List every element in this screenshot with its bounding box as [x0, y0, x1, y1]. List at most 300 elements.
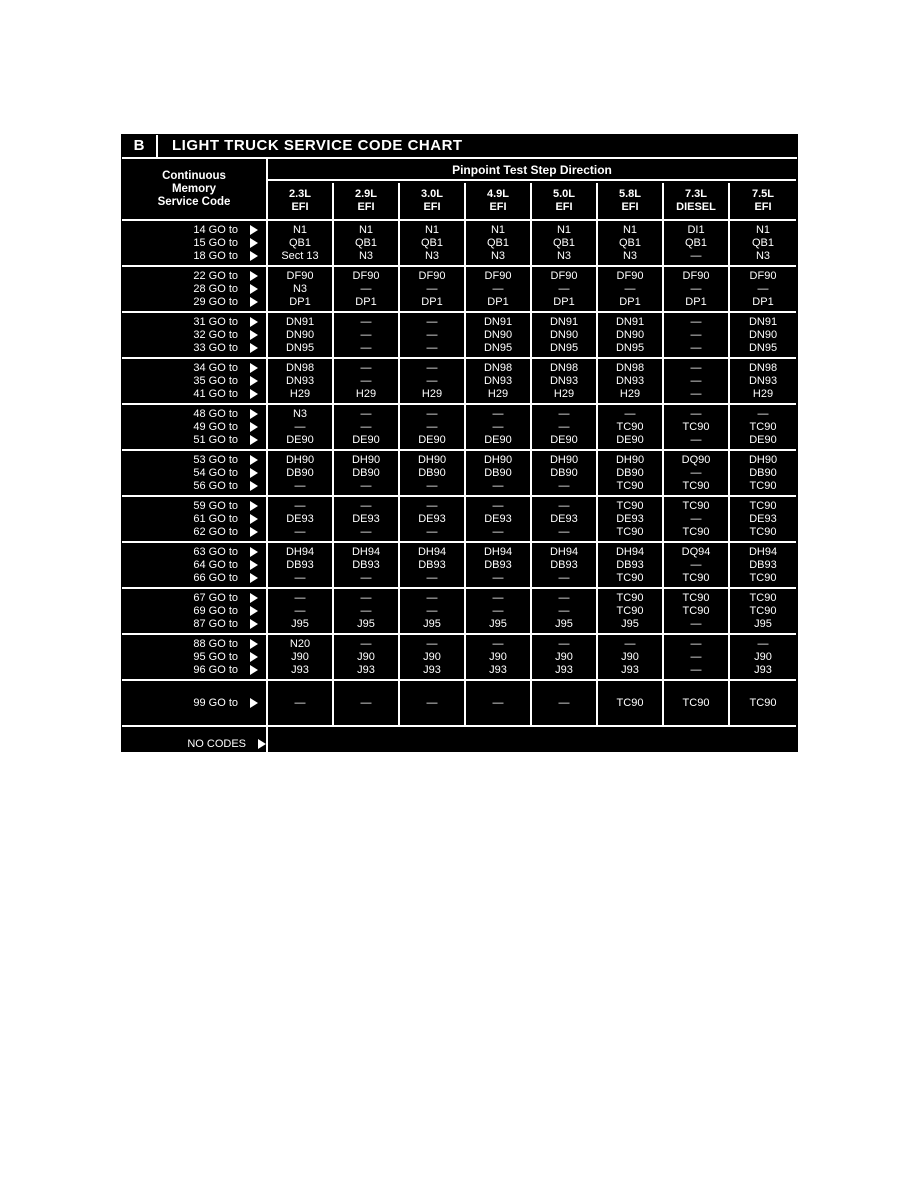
service-code-row: [122, 296, 258, 309]
test-step-value: —: [426, 374, 438, 387]
test-step-cell: [598, 221, 664, 267]
service-code-label: 67 GO to: [193, 591, 238, 604]
arrow-right-icon: [250, 573, 258, 583]
service-code-label: 64 GO to: [193, 558, 238, 571]
test-step-value: —: [690, 249, 702, 262]
test-step-value: J95: [291, 617, 309, 630]
test-step-cell: [334, 451, 400, 497]
test-step-value: H29: [289, 387, 311, 400]
test-step-value: TC90: [682, 571, 710, 584]
test-step-value: —: [492, 420, 504, 433]
test-step-cell: [400, 497, 466, 543]
test-step-value: DN93: [483, 374, 513, 387]
test-step-value: DF90: [352, 269, 380, 282]
service-code-row: [122, 283, 258, 296]
test-step-cell: [466, 497, 532, 543]
test-step-cell: [730, 359, 796, 405]
arrow-right-icon: [250, 593, 258, 603]
service-code-label: 54 GO to: [193, 466, 238, 479]
test-step-value: J93: [291, 663, 309, 676]
test-step-value: QB1: [552, 236, 575, 249]
test-step-value: —: [426, 361, 438, 374]
test-step-value: —: [624, 637, 636, 650]
test-step-value: —: [360, 315, 372, 328]
test-step-cell: [532, 221, 598, 267]
arrow-right-icon: [250, 238, 258, 248]
test-step-value: J90: [555, 650, 573, 663]
service-code-label: 31 GO to: [193, 315, 238, 328]
service-code-label: 14 GO to: [193, 223, 238, 236]
service-code-label: 34 GO to: [193, 361, 238, 374]
test-step-cell: [532, 589, 598, 635]
service-code-label: 35 GO to: [193, 374, 238, 387]
no-codes-row: [122, 738, 266, 751]
test-step-value: J90: [291, 650, 309, 663]
test-step-value: QB1: [420, 236, 443, 249]
test-step-cell: [598, 405, 664, 451]
test-step-value: TC90: [682, 479, 710, 492]
test-step-value: DB90: [550, 466, 578, 479]
test-step-value: DE90: [550, 433, 578, 446]
test-step-value: DN90: [549, 328, 579, 341]
test-step-value: —: [558, 696, 570, 709]
service-code-header: [122, 159, 268, 221]
arrow-right-icon: [258, 765, 266, 775]
service-code-label: 87 GO to: [193, 617, 238, 630]
test-step-value: DB90: [484, 466, 512, 479]
code-table: [122, 159, 797, 788]
test-step-cell: [268, 589, 334, 635]
test-step-value: DN98: [483, 361, 513, 374]
arrow-right-icon: [250, 435, 258, 445]
engine-header-line: 5.0L: [552, 188, 575, 200]
test-step-cell: [466, 451, 532, 497]
test-step-value: DH90: [549, 453, 579, 466]
test-step-value: DN93: [285, 374, 315, 387]
test-step-value: DE90: [484, 433, 512, 446]
test-step-value: —: [294, 525, 306, 538]
test-step-cell: [598, 267, 664, 313]
test-step-cell: [268, 497, 334, 543]
test-step-value: —: [360, 571, 372, 584]
test-step-value: DE90: [616, 433, 644, 446]
service-code-row: [122, 421, 258, 434]
test-step-value: DF90: [749, 269, 777, 282]
test-step-value: DB93: [616, 558, 644, 571]
test-step-value: J95: [754, 617, 772, 630]
arrow-right-icon: [250, 343, 258, 353]
test-step-value: DE90: [749, 433, 777, 446]
test-step-cell: [334, 589, 400, 635]
test-step-value: DP1: [355, 295, 377, 308]
service-code-row: [122, 237, 258, 250]
test-step-cell: [598, 543, 664, 589]
test-step-cell: [532, 543, 598, 589]
test-step-cell: [466, 543, 532, 589]
test-step-value: —: [360, 341, 372, 354]
test-step-value: TC90: [616, 499, 644, 512]
test-step-value: DP1: [619, 295, 641, 308]
test-step-cell: [268, 313, 334, 359]
arrow-right-icon: [250, 501, 258, 511]
no-codes-label: LISTED: [207, 764, 246, 776]
test-step-value: DE93: [484, 512, 512, 525]
arrow-right-icon: [258, 739, 266, 749]
test-step-value: J93: [357, 663, 375, 676]
engine-header-line: 7.3L: [684, 188, 707, 200]
test-step-value: —: [360, 407, 372, 420]
test-step-value: N3: [556, 249, 572, 262]
test-step-cell: [268, 221, 334, 267]
service-code-label: 88 GO to: [193, 637, 238, 650]
service-code-row: [122, 638, 258, 651]
no-codes-cell: [122, 727, 268, 788]
test-step-value: N3: [292, 407, 308, 420]
service-code-cell: [122, 359, 268, 405]
test-step-value: —: [757, 637, 769, 650]
test-step-value: DF90: [418, 269, 446, 282]
test-step-value: J90: [621, 650, 639, 663]
arrow-right-icon: [250, 409, 258, 419]
arrow-right-icon: [250, 330, 258, 340]
test-step-value: DN91: [748, 315, 778, 328]
test-step-value: —: [492, 604, 504, 617]
test-step-value: DP1: [685, 295, 707, 308]
test-step-value: —: [757, 407, 769, 420]
service-code-row: [122, 480, 258, 493]
test-step-value: —: [690, 387, 702, 400]
test-step-value: DB93: [352, 558, 380, 571]
no-codes-label: NO CODES: [187, 738, 246, 750]
test-step-value: —: [558, 571, 570, 584]
test-step-value: TC90: [682, 420, 710, 433]
service-code-label: 22 GO to: [193, 269, 238, 282]
service-code-label: 62 GO to: [193, 525, 238, 538]
test-step-value: TC90: [749, 420, 777, 433]
test-step-value: DN91: [483, 315, 513, 328]
test-step-cell: [730, 681, 796, 727]
service-code-row: [122, 434, 258, 447]
test-step-value: DP1: [487, 295, 509, 308]
test-step-value: J90: [357, 650, 375, 663]
test-step-value: N3: [490, 249, 506, 262]
test-step-value: J90: [489, 650, 507, 663]
test-step-value: —: [558, 407, 570, 420]
arrow-right-icon: [250, 514, 258, 524]
test-step-cell: [466, 221, 532, 267]
arrow-right-icon: [250, 481, 258, 491]
test-step-value: N1: [490, 223, 506, 236]
service-code-row: [122, 605, 258, 618]
test-step-value: —: [294, 479, 306, 492]
test-step-cell: [532, 405, 598, 451]
test-step-cell: [664, 221, 730, 267]
engine-header: [400, 183, 466, 219]
service-code-label: 32 GO to: [193, 328, 238, 341]
test-step-value: DP1: [421, 295, 443, 308]
test-step-value: TC90: [682, 604, 710, 617]
test-step-value: DH94: [285, 545, 315, 558]
test-step-value: DQ90: [681, 453, 711, 466]
test-step-value: —: [360, 525, 372, 538]
test-step-cell: [730, 405, 796, 451]
test-step-value: DB93: [286, 558, 314, 571]
test-step-cell: [730, 267, 796, 313]
test-step-value: —: [360, 328, 372, 341]
arrow-right-icon: [250, 225, 258, 235]
test-step-value: —: [492, 525, 504, 538]
arrow-right-icon: [250, 363, 258, 373]
test-step-cell: [664, 267, 730, 313]
test-step-value: Sect 13: [281, 249, 319, 262]
test-step-value: DN95: [748, 341, 778, 354]
test-step-value: —: [360, 361, 372, 374]
test-step-value: —: [294, 604, 306, 617]
test-step-value: DB90: [352, 466, 380, 479]
test-step-value: DI1: [687, 223, 705, 236]
service-code-header-line: Memory: [171, 182, 217, 195]
service-code-cell: [122, 405, 268, 451]
test-step-value: J95: [555, 617, 573, 630]
test-step-value: —: [426, 420, 438, 433]
test-step-cell: [664, 543, 730, 589]
test-step-value: DN90: [748, 328, 778, 341]
service-code-cell: [122, 221, 268, 267]
test-step-value: TC90: [616, 479, 644, 492]
test-step-value: —: [690, 617, 702, 630]
test-step-cell: [664, 405, 730, 451]
test-step-value: N3: [292, 282, 308, 295]
service-code-row: [122, 375, 258, 388]
test-step-cell: [598, 589, 664, 635]
service-code-label: 28 GO to: [193, 282, 238, 295]
service-code-label: 18 GO to: [193, 249, 238, 262]
test-step-value: —: [360, 420, 372, 433]
test-step-value: J95: [621, 617, 639, 630]
test-step-value: —: [426, 341, 438, 354]
service-code-chart: [121, 134, 798, 784]
test-step-value: DE93: [550, 512, 578, 525]
arrow-right-icon: [250, 619, 258, 629]
test-step-cell: [268, 267, 334, 313]
service-code-row: [122, 224, 258, 237]
arrow-right-icon: [250, 317, 258, 327]
test-step-value: TC90: [616, 591, 644, 604]
test-step-value: TC90: [749, 571, 777, 584]
test-step-value: DB93: [418, 558, 446, 571]
arrow-right-icon: [250, 468, 258, 478]
test-step-value: DN93: [549, 374, 579, 387]
engine-header-line: 7.5L: [751, 188, 774, 200]
test-step-value: J93: [489, 663, 507, 676]
test-step-value: DN95: [285, 341, 315, 354]
engine-header: [532, 183, 598, 219]
test-step-cell: [400, 359, 466, 405]
test-step-value: DH90: [351, 453, 381, 466]
test-step-value: N1: [556, 223, 572, 236]
test-step-value: TC90: [749, 525, 777, 538]
test-step-value: —: [690, 361, 702, 374]
engine-header-line: 4.9L: [486, 188, 509, 200]
service-code-row: [122, 316, 258, 329]
service-code-row: [122, 454, 258, 467]
test-step-value: —: [294, 420, 306, 433]
arrow-right-icon: [250, 652, 258, 662]
test-step-value: N3: [622, 249, 638, 262]
test-step-value: —: [360, 479, 372, 492]
test-step-cell: [598, 313, 664, 359]
test-step-value: H29: [752, 387, 774, 400]
test-step-cell: [400, 221, 466, 267]
service-code-label: 69 GO to: [193, 604, 238, 617]
test-step-value: —: [426, 525, 438, 538]
test-step-value: TC90: [682, 696, 710, 709]
test-step-value: N1: [292, 223, 308, 236]
test-step-cell: [466, 589, 532, 635]
engine-header-line: EFI: [555, 201, 573, 213]
test-step-value: —: [426, 637, 438, 650]
test-step-value: —: [426, 479, 438, 492]
test-step-value: —: [426, 328, 438, 341]
test-step-value: —: [492, 591, 504, 604]
service-code-label: 66 GO to: [193, 571, 238, 584]
test-step-value: DB90: [616, 466, 644, 479]
test-step-cell: [730, 635, 796, 681]
test-step-cell: [730, 451, 796, 497]
test-step-value: DN98: [285, 361, 315, 374]
test-step-value: DE93: [616, 512, 644, 525]
arrow-right-icon: [250, 698, 258, 708]
test-step-value: DH94: [615, 545, 645, 558]
test-step-value: J93: [621, 663, 639, 676]
test-step-value: DN90: [615, 328, 645, 341]
test-step-value: DN93: [615, 374, 645, 387]
test-step-cell: [532, 451, 598, 497]
arrow-right-icon: [250, 297, 258, 307]
test-step-cell: [532, 497, 598, 543]
test-step-value: DH90: [615, 453, 645, 466]
test-step-value: DH94: [748, 545, 778, 558]
test-step-cell: [268, 405, 334, 451]
service-code-row: [122, 467, 258, 480]
engine-header-line: EFI: [489, 201, 507, 213]
test-step-cell: [532, 267, 598, 313]
arrow-right-icon: [250, 389, 258, 399]
test-step-value: —: [426, 315, 438, 328]
test-step-value: —: [426, 282, 438, 295]
service-code-row: [122, 651, 258, 664]
test-step-value: N1: [755, 223, 771, 236]
test-step-value: —: [492, 571, 504, 584]
test-step-cell: [334, 497, 400, 543]
test-step-value: N3: [358, 249, 374, 262]
test-step-cell: [664, 313, 730, 359]
test-step-value: TC90: [616, 696, 644, 709]
engine-header-line: EFI: [423, 201, 441, 213]
test-step-value: DB93: [749, 558, 777, 571]
test-step-value: —: [492, 696, 504, 709]
test-step-cell: [466, 405, 532, 451]
test-step-value: DE93: [286, 512, 314, 525]
test-step-value: —: [426, 499, 438, 512]
test-step-cell: [532, 635, 598, 681]
service-code-cell: [122, 497, 268, 543]
test-step-value: H29: [619, 387, 641, 400]
test-step-value: DE90: [418, 433, 446, 446]
engine-header-line: 5.8L: [618, 188, 641, 200]
test-step-value: TC90: [749, 696, 777, 709]
arrow-right-icon: [250, 422, 258, 432]
arrow-right-icon: [250, 527, 258, 537]
test-step-value: DB93: [484, 558, 512, 571]
test-step-value: TC90: [616, 525, 644, 538]
test-step-cell: [400, 451, 466, 497]
test-step-value: —: [690, 328, 702, 341]
test-step-cell: [268, 543, 334, 589]
test-step-value: H29: [355, 387, 377, 400]
test-step-value: DQ94: [681, 545, 711, 558]
test-step-cell: [334, 359, 400, 405]
pinpoint-divider: [268, 179, 796, 181]
engine-header: [334, 183, 400, 219]
arrow-right-icon: [250, 455, 258, 465]
test-step-value: DN91: [615, 315, 645, 328]
test-step-cell: [400, 543, 466, 589]
no-codes-label: CODES NOT: [180, 751, 246, 763]
test-step-cell: [334, 267, 400, 313]
test-step-value: TC90: [682, 591, 710, 604]
test-step-cell: [466, 681, 532, 727]
service-code-label: 99 GO to: [193, 696, 238, 709]
test-step-cell: [334, 681, 400, 727]
test-step-value: —: [360, 282, 372, 295]
test-step-value: DH94: [549, 545, 579, 558]
service-code-label: 29 GO to: [193, 295, 238, 308]
test-step-value: DN91: [285, 315, 315, 328]
arrow-right-icon: [250, 271, 258, 281]
test-step-value: —: [558, 420, 570, 433]
service-code-row: [122, 513, 258, 526]
service-code-row: [122, 342, 258, 355]
test-step-value: QB1: [684, 236, 707, 249]
test-step-cell: [598, 681, 664, 727]
service-code-label: 61 GO to: [193, 512, 238, 525]
test-step-value: QB1: [288, 236, 311, 249]
test-step-value: DF90: [616, 269, 644, 282]
engine-header: [664, 183, 730, 219]
test-step-value: DN91: [549, 315, 579, 328]
service-code-label: 15 GO to: [193, 236, 238, 249]
test-step-value: TC90: [749, 479, 777, 492]
test-step-value: TC90: [749, 591, 777, 604]
service-code-header-line: Continuous: [162, 169, 226, 182]
test-step-cell: [664, 451, 730, 497]
test-step-value: QB1: [486, 236, 509, 249]
test-step-value: H29: [553, 387, 575, 400]
engine-header: [466, 183, 532, 219]
engine-header-line: 2.3L: [288, 188, 311, 200]
test-step-cell: [466, 313, 532, 359]
test-step-cell: [334, 635, 400, 681]
pinpoint-title: Pinpoint Test Step Direction: [452, 163, 612, 177]
service-code-label: 41 GO to: [193, 387, 238, 400]
test-step-value: —: [492, 407, 504, 420]
test-step-value: DN98: [549, 361, 579, 374]
test-step-cell: [334, 221, 400, 267]
test-step-value: QB1: [751, 236, 774, 249]
service-code-row: [122, 618, 258, 631]
test-step-value: —: [558, 637, 570, 650]
